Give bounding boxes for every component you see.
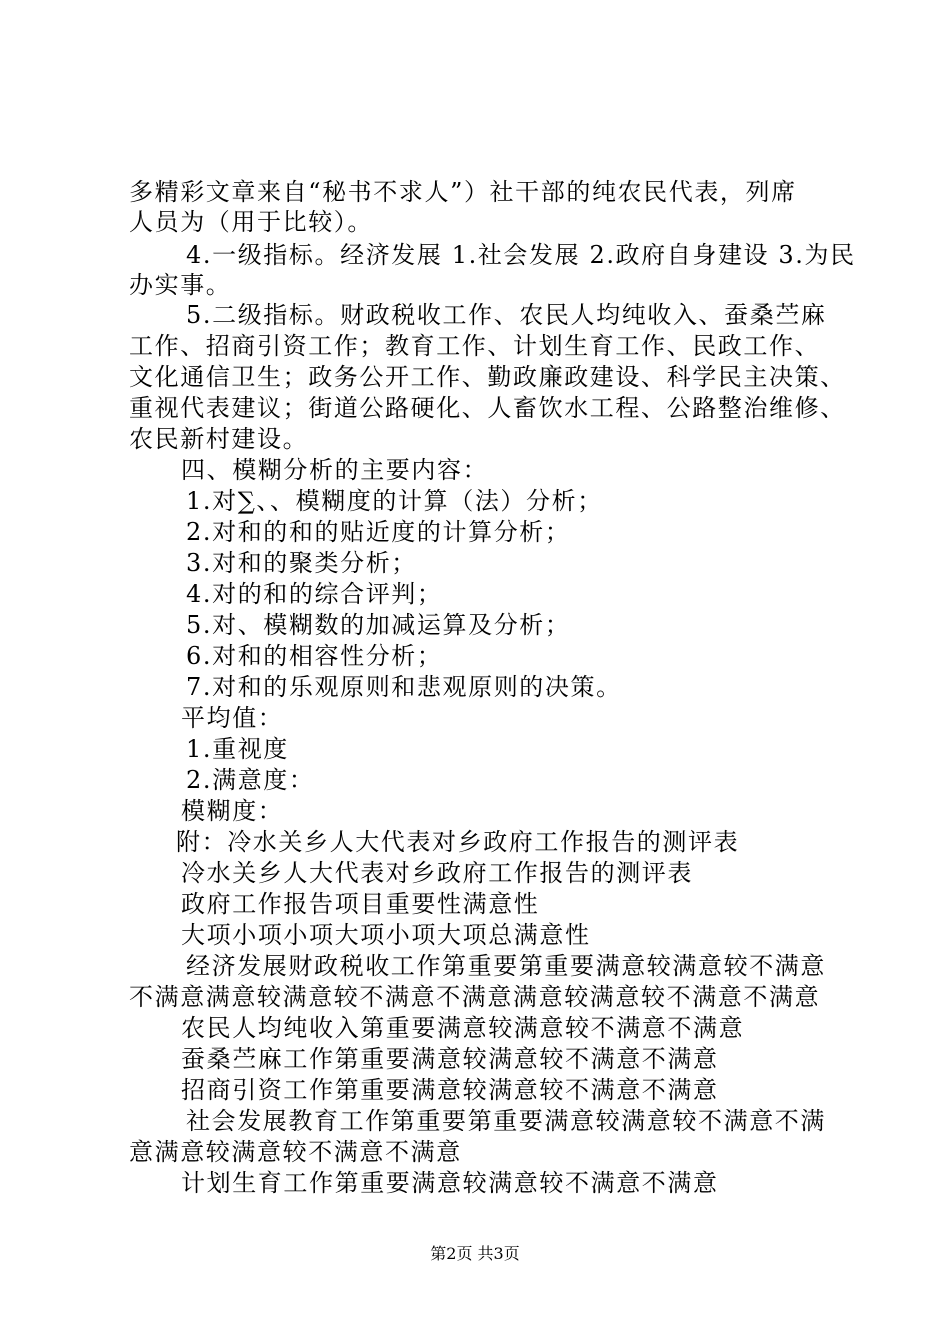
text-line: 农民人均纯收入第重要满意较满意较不满意不满意 [181, 1014, 745, 1042]
list-item: 2.满意度： [186, 766, 315, 794]
text-line: 蚕桑苎麻工作第重要满意较满意较不满意不满意 [181, 1045, 719, 1073]
text-line: 模糊度： [181, 797, 284, 825]
text-line: 附：冷水关乡人大代表对乡政府工作报告的测评表 [176, 828, 740, 856]
list-item: 2.对和的和的贴近度的计算分析； [186, 518, 571, 546]
text-line: 办实事。 [129, 271, 232, 299]
text-line: 多精彩文章来自“秘书不求人”）社干部的纯农民代表，列席 [129, 178, 797, 206]
text-line: 计划生育工作第重要满意较满意较不满意不满意 [181, 1169, 719, 1197]
text-line: 政府工作报告项目重要性满意性 [181, 890, 540, 918]
text-line: 工作、招商引资工作；教育工作、计划生育工作、民政工作、 [129, 332, 821, 360]
list-item: 1.对∑、、模糊度的计算（法）分析； [186, 487, 603, 515]
text-line: 大项小项小项大项小项大项总满意性 [181, 921, 591, 949]
list-item: 5.对、模糊数的加减运算及分析； [186, 611, 571, 639]
text-line: 招商引资工作第重要满意较满意较不满意不满意 [181, 1076, 719, 1104]
list-item: 1.重视度 [186, 735, 289, 763]
page-footer: 第2页 共3页 [430, 1244, 520, 1263]
text-line: 不满意满意较满意较不满意不满意满意较满意较不满意不满意 [129, 983, 821, 1011]
text-line: 文化通信卫生；政务公开工作、勤政廉政建设、科学民主决策、 [129, 363, 846, 391]
text-line: 重视代表建议；街道公路硬化、人畜饮水工程、公路整治维修、 [129, 394, 846, 422]
list-item: 4.对的和的综合评判； [186, 580, 443, 608]
list-item: 6.对和的相容性分析； [186, 642, 443, 670]
list-item: 3.对和的聚类分析； [186, 549, 417, 577]
list-item: 7.对和的乐观原则和悲观原则的决策。 [186, 673, 622, 701]
text-line: 人员为（用于比较）。 [129, 208, 373, 236]
text-line: 农民新村建设。 [129, 425, 309, 453]
text-line: 意满意较满意较不满意不满意 [129, 1138, 462, 1166]
text-line: 4.一级指标。经济发展 1.社会发展 2.政府自身建设 3.为民 [186, 241, 856, 269]
text-line: 冷水关乡人大代表对乡政府工作报告的测评表 [181, 859, 693, 887]
text-line: 平均值： [181, 704, 284, 732]
section-heading: 四、模糊分析的主要内容： [181, 456, 489, 484]
text-line: 经济发展财政税收工作第重要第重要满意较满意较不满意 [186, 952, 826, 980]
text-line: 5.二级指标。财政税收工作、农民人均纯收入、蚕桑苎麻 [186, 301, 827, 329]
text-line: 社会发展教育工作第重要第重要满意较满意较不满意不满 [186, 1107, 826, 1135]
